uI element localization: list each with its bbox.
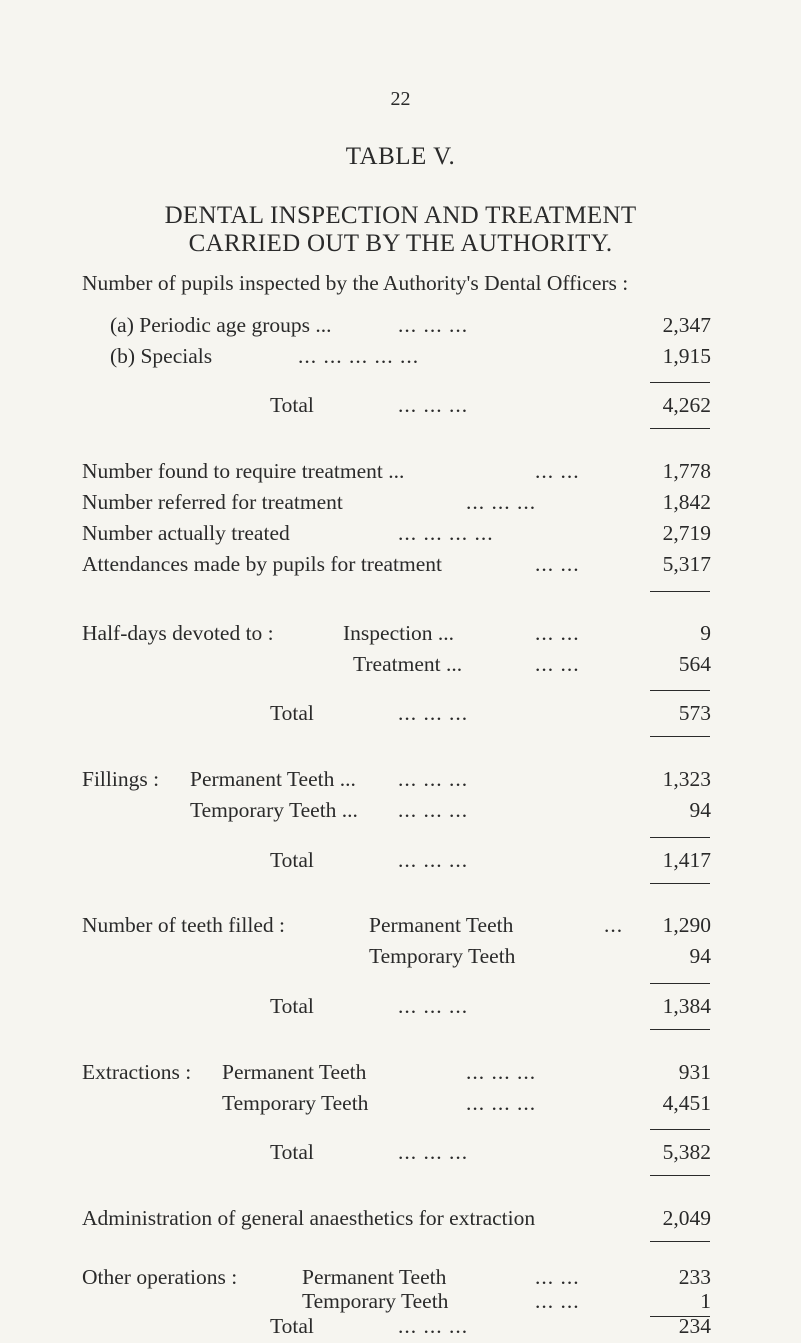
row-label: (a) Periodic age groups ... — [110, 313, 332, 337]
row-value: 5,382 — [662, 1140, 711, 1164]
table-title: TABLE V. — [345, 143, 456, 170]
row-total-teeth-filled — [0, 991, 801, 1021]
row-label: Number found to require treatment ... — [82, 459, 405, 483]
divider — [650, 382, 710, 383]
divider — [650, 883, 710, 884]
divider — [650, 1129, 710, 1130]
row-total-fillings — [0, 845, 801, 875]
row-dots: ... ... — [535, 459, 580, 483]
row-group-label: Fillings : — [82, 767, 160, 791]
row-dots: ... ... ... — [398, 994, 469, 1018]
row-label: Permanent Teeth — [369, 913, 514, 937]
row-label: Treatment ... — [353, 652, 463, 676]
row-value: 1,915 — [662, 344, 711, 368]
divider — [650, 428, 710, 429]
row-value: 2,049 — [662, 1206, 711, 1230]
row-label: Permanent Teeth — [222, 1060, 367, 1084]
row-total-half-days — [0, 698, 801, 728]
row-fillings-permanent — [0, 764, 801, 794]
divider — [650, 736, 710, 737]
row-teeth-filled-temporary — [0, 941, 801, 971]
row-value: 94 — [689, 798, 711, 822]
row-label: Administration of general anaesthetics for extraction — [82, 1206, 536, 1230]
row-value: 564 — [678, 652, 711, 676]
divider — [650, 837, 710, 838]
row-value: 573 — [678, 701, 711, 725]
row-label: Attendances made by pupils for treatment — [82, 552, 443, 576]
intro-text: Number of pupils inspected by the Authority's Dental Officers : — [82, 271, 629, 295]
row-label: Temporary Teeth ... — [190, 798, 358, 822]
row-value: 1 — [700, 1289, 711, 1313]
heading-line-2: CARRIED OUT BY THE AUTHORITY. — [188, 230, 613, 257]
heading-line-1: DENTAL INSPECTION AND TREATMENT — [164, 202, 637, 229]
row-total-other-operations — [0, 1312, 801, 1340]
row-dots: ... ... ... ... — [398, 521, 494, 545]
row-anaesthetics — [0, 1203, 801, 1233]
row-label: Total — [270, 994, 314, 1018]
divider — [650, 983, 710, 984]
row-treated — [0, 518, 801, 548]
row-dots: ... ... — [535, 1289, 580, 1313]
row-half-days-treatment — [0, 649, 801, 679]
row-label: Temporary Teeth — [302, 1289, 449, 1313]
row-value: 1,323 — [662, 767, 711, 791]
row-label: Number referred for treatment — [82, 490, 343, 514]
row-value: 5,317 — [662, 552, 711, 576]
row-extractions-temporary — [0, 1088, 801, 1118]
row-value: 931 — [678, 1060, 711, 1084]
row-label: Total — [270, 1140, 314, 1164]
row-value: 4,262 — [662, 393, 711, 417]
row-dots: ... — [604, 913, 624, 937]
row-total-inspected — [0, 390, 801, 420]
row-value: 233 — [678, 1265, 711, 1289]
row-dots: ... ... ... — [398, 1140, 469, 1164]
row-dots: ... ... — [535, 552, 580, 576]
row-value: 2,347 — [662, 313, 711, 337]
row-extractions-permanent — [0, 1057, 801, 1087]
row-half-days-inspection — [0, 618, 801, 648]
row-value: 4,451 — [662, 1091, 711, 1115]
row-label: Inspection ... — [343, 621, 455, 645]
row-dots: ... ... ... — [398, 393, 469, 417]
divider — [650, 591, 710, 592]
row-dots: ... ... ... — [398, 848, 469, 872]
row-label: Permanent Teeth — [302, 1265, 447, 1289]
row-label: Temporary Teeth — [369, 944, 516, 968]
row-specials — [0, 341, 801, 371]
row-value: 1,842 — [662, 490, 711, 514]
row-periodic — [0, 310, 801, 340]
row-value: 94 — [689, 944, 711, 968]
row-dots: ... ... ... — [398, 798, 469, 822]
row-group-label: Other operations : — [82, 1265, 238, 1289]
row-dots: ... ... ... ... ... — [298, 344, 420, 368]
page-number: 22 — [390, 88, 411, 110]
row-value: 1,384 — [662, 994, 711, 1018]
row-dots: ... ... ... — [466, 1091, 537, 1115]
divider — [650, 1241, 710, 1242]
divider — [650, 690, 710, 691]
row-dots: ... ... ... — [398, 767, 469, 791]
row-require-treatment — [0, 456, 801, 486]
row-group-label: Number of teeth filled : — [82, 913, 285, 937]
row-dots: ... ... — [535, 1265, 580, 1289]
row-referred — [0, 487, 801, 517]
row-label: Number actually treated — [82, 521, 290, 545]
divider — [650, 1029, 710, 1030]
row-dots: ... ... — [535, 621, 580, 645]
row-value: 1,778 — [662, 459, 711, 483]
row-value: 9 — [700, 621, 711, 645]
row-label: Total — [270, 701, 314, 725]
divider — [650, 1175, 710, 1176]
row-label: (b) Specials — [110, 344, 213, 368]
row-label: Total — [270, 1314, 314, 1338]
row-dots: ... ... ... — [398, 701, 469, 725]
row-label: Temporary Teeth — [222, 1091, 369, 1115]
row-label: Total — [270, 393, 314, 417]
row-dots: ... ... ... — [466, 1060, 537, 1084]
row-value: 1,290 — [662, 913, 711, 937]
row-label: Permanent Teeth ... — [190, 767, 356, 791]
row-teeth-filled-permanent — [0, 910, 801, 940]
row-attendances — [0, 549, 801, 579]
row-group-label: Extractions : — [82, 1060, 192, 1084]
row-value: 1,417 — [662, 848, 711, 872]
row-value: 234 — [678, 1314, 711, 1338]
row-dots: ... ... ... — [466, 490, 537, 514]
row-fillings-temporary — [0, 795, 801, 825]
row-dots: ... ... ... — [398, 313, 469, 337]
row-label: Total — [270, 848, 314, 872]
row-dots: ... ... ... — [398, 1314, 469, 1338]
row-dots: ... ... — [535, 652, 580, 676]
row-value: 2,719 — [662, 521, 711, 545]
row-group-label: Half-days devoted to : — [82, 621, 274, 645]
row-total-extractions — [0, 1137, 801, 1167]
